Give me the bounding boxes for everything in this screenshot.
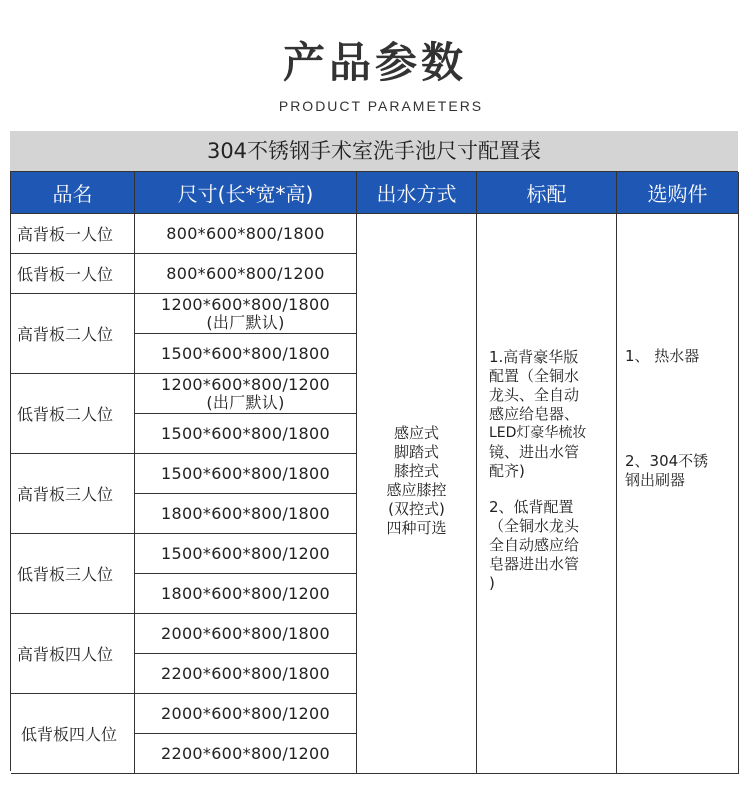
size-cell [135, 654, 357, 694]
size-value: 800*600*800/1800 [166, 223, 325, 243]
size-cell [135, 414, 357, 454]
standard-line: 皂器进出水管 [489, 555, 580, 573]
column-header-water-outlet: 出水方式 [357, 172, 477, 214]
standard-line: 感应给皂器、 [489, 405, 580, 423]
product-name-cell: 高背板二人位 [11, 294, 135, 374]
optional-line: 钢出刷器 [625, 471, 686, 489]
column-header-name: 品名 [11, 172, 135, 214]
column-header-size: 尺寸(长*宽*高) [135, 172, 357, 214]
product-name-cell: 低背板四人位 [11, 694, 135, 774]
column-header-standard: 标配 [477, 172, 617, 214]
size-value: 1800*600*800/1200 [160, 583, 330, 603]
water-outlet-line: (双控式) [388, 499, 445, 518]
standard-line: 配齐) [489, 462, 525, 480]
water-outlet-line: 感应膝控 [386, 480, 447, 499]
standard-line: 龙头、全自动 [489, 386, 580, 404]
size-cell [135, 494, 357, 534]
standard-line: 1.高背豪华版 [489, 348, 579, 366]
product-name-cell: 低背板三人位 [11, 534, 135, 614]
size-value: 2200*600*800/1800 [160, 663, 330, 683]
size-cell [135, 454, 357, 494]
size-cell [135, 694, 357, 734]
optional-line: 1、 热水器 [625, 347, 700, 365]
standard-line: 2、低背配置 [489, 498, 574, 516]
spec-table [10, 171, 738, 771]
standard-config-cell [477, 214, 617, 774]
size-cell [135, 334, 357, 374]
size-note: (出厂默认) [206, 312, 285, 332]
size-cell [135, 374, 357, 414]
product-name-cell: 高背板一人位 [11, 214, 135, 254]
table-caption: 304不锈钢手术室洗手池尺寸配置表 [10, 131, 738, 171]
standard-line: 配置（全铜水 [489, 367, 580, 385]
standard-line: LED灯豪华梳妆 [489, 425, 587, 441]
water-outlet-line: 脚踏式 [393, 442, 439, 461]
page-subtitle: PRODUCT PARAMETERS [278, 98, 484, 114]
size-value: 1500*600*800/1800 [160, 463, 330, 483]
standard-line: （全铜水龙头 [489, 517, 580, 535]
size-value: 1500*600*800/1800 [160, 343, 330, 363]
size-value: 2000*600*800/1200 [160, 703, 330, 723]
size-note: (出厂默认) [206, 392, 285, 412]
optional-parts-cell [617, 214, 739, 774]
column-header-optional: 选购件 [617, 172, 739, 214]
size-value: 1800*600*800/1800 [160, 503, 330, 523]
water-outlet-cell [357, 214, 477, 774]
size-cell [135, 294, 357, 334]
size-cell [135, 214, 357, 254]
size-value: 1200*600*800/1200 [160, 374, 330, 394]
standard-line: 全自动感应给 [489, 536, 580, 554]
size-value: 800*600*800/1200 [166, 263, 325, 283]
size-value: 1500*600*800/1200 [160, 543, 330, 563]
product-name-cell: 高背板三人位 [11, 454, 135, 534]
size-cell [135, 534, 357, 574]
size-cell [135, 254, 357, 294]
water-outlet-line: 四种可选 [386, 518, 447, 537]
water-outlet-line: 膝控式 [393, 461, 439, 480]
product-name-cell: 高背板四人位 [11, 614, 135, 694]
size-cell [135, 574, 357, 614]
product-name-cell: 低背板二人位 [11, 374, 135, 454]
size-value: 2000*600*800/1800 [160, 623, 330, 643]
water-outlet-line: 感应式 [393, 423, 439, 442]
size-cell [135, 614, 357, 654]
size-value: 1200*600*800/1800 [160, 294, 330, 314]
size-cell [135, 734, 357, 774]
size-value: 1500*600*800/1800 [160, 423, 330, 443]
size-value: 2200*600*800/1200 [160, 743, 330, 763]
standard-line: ) [489, 574, 495, 592]
product-name-cell: 低背板一人位 [11, 254, 135, 294]
page-title: 产品参数 [282, 38, 467, 87]
standard-line: 镜、进出水管 [489, 443, 580, 461]
optional-line: 2、304不锈 [625, 452, 709, 470]
